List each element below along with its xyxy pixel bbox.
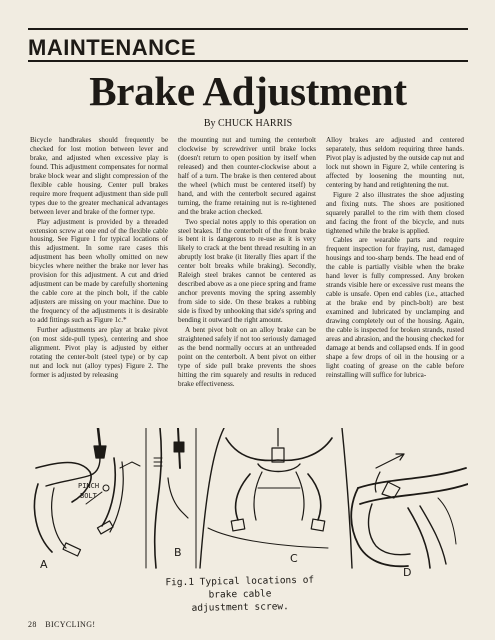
paragraph: the mounting nut and turning the centerbolt clockwise by screwdriver until brake locks (doesn't return to open position by itself when released) and then counter-clockwise about a half of a turn. The brake is then centered about the wheel (which must be centered itself) by hand, and with the centerbolt secured against turning, the frame retaining nut is re-tightened and the brake action checked. — [178, 136, 316, 216]
drawing-b-cable-adjuster — [154, 428, 188, 568]
text-column-3 — [326, 136, 464, 428]
paragraph: Alloy brakes are adjusted and centered separately, thus seldom requiring three hands. Pivot play is adjusted by the outside cap nut and lock nut shown in Figure 2, while centering is affected by loosening the mounting nut, centering by hand and retightening the nut. — [326, 136, 464, 189]
byline: By CHUCK HARRIS — [203, 118, 293, 129]
paragraph: Figure 2 also illustrates the shoe adjusting and fixing nuts. The shoes are positioned squarely parallel to the rim with them closed and facing the front of the bicycle, and nuts tightened while the brake is applied. — [326, 190, 464, 235]
page-footer — [28, 620, 228, 629]
page-number: 28 — [28, 620, 37, 629]
magazine-name: BICYCLING! — [45, 620, 96, 629]
figure-label-d: D — [403, 566, 412, 579]
bolt-label: BOLT — [80, 492, 97, 500]
section-header — [28, 36, 468, 62]
paragraph: A bent pivot bolt on an alloy brake can be straightened safely if not too seriously damaged as the bend normally occurs at an unthreaded point on the centerbolt. A bent pivot on either type of side pull brake prevents the shoes hitting the rim squarely and results in reduced brake effectiveness. — [178, 326, 316, 388]
text-column-2 — [178, 136, 316, 428]
paragraph: Play adjustment is provided by a threaded extension screw at one end of the flexible cable housing. See Figure 1 for typical locations of this adjustment. In some rare cases this adjustment has been wholly omitted on new bicycles where neither the brake nor lever has provision for this adjustment. A cut and dried adjustment can be made by carefully shortening the cable core at the pinch bolt, if the cable adjusters are missing on your machine. Due to the frequency of the adjustments it is desirable to add fittings such as Figure 1c.* — [30, 217, 168, 325]
figure-label-a: A — [40, 558, 48, 571]
caption-line-2: adjustment screw. — [191, 601, 289, 614]
paragraph: Cables are wearable parts and require frequent inspection for fraying, rust, damaged housings and too-sharp bends. The head end of the cable is partially visible when the brake hand lever is fully compressed. Any broken strands visible here or excessive rust means the cable is unsafe. Open end cables (i.e., attached at the brake end by pinch-bolt) are best examined and lubricated by unclamping and drawing completely out of the housing. Again, the cable is inspected for broken strands, rusted areas and abrasion, and the housing checked for damage at bends and collapsed ends. If in good shape a few drops of oil in the housing or a light coating of grease on the cable before reinstalling will suffice for lubrica- — [326, 236, 464, 379]
figure-caption — [150, 573, 331, 615]
figure-label-c: C — [290, 552, 298, 565]
drawing-d-handlebar-lever — [351, 454, 468, 579]
figure-label-b: B — [174, 546, 182, 559]
text-column-1 — [30, 136, 168, 428]
paragraph: Bicycle handbrakes should frequently be checked for lost motion between lever and brake, and adjusted when excessive play is found. This adjustment compensates for normal brake block wear and slight compression of the flexible cable housing. Center pull brakes require more frequent adjustment than side pull types due to the greater mechanical advantages between lever and brake of the former type. — [30, 136, 168, 216]
drawing-a-sidepull-brake — [34, 428, 140, 571]
article-title: Brake Adjustment — [89, 68, 407, 114]
paragraph: Further adjustments are play at brake pivot (on most side-pull types), centering and shoe alignment. Pivot play is adjusted by either rotating the center-bolt (steel type) or by cap nut and lock nut (alloy types) Figure 2. The former is adjusted by releasing — [30, 326, 168, 379]
caption-line-1: Fig.1 Typical locations of brake cable — [165, 574, 315, 601]
pinch-label: PINCH — [78, 482, 100, 490]
top-rule — [28, 28, 468, 30]
section-title: MAINTENANCE — [28, 35, 197, 60]
paragraph: Two special notes apply to this operation on steel brakes. If the centerbolt of the front brake is bent it is dangerous to re-use as it is very likely to crack at the bent thread resulting in an abruptly lost brake (it literally flies apart if the center bolt breaks while braking). Secondly, Raleigh steel brakes cannot be centered as described above as a one piece spring and frame anchor prevents moving the spring assembly from side to side. On these brakes a rubbing side is fixed by unhooking that side's spring and bending it outward the right amount. — [178, 217, 316, 325]
drawing-c-centerpull-brake — [200, 428, 352, 568]
